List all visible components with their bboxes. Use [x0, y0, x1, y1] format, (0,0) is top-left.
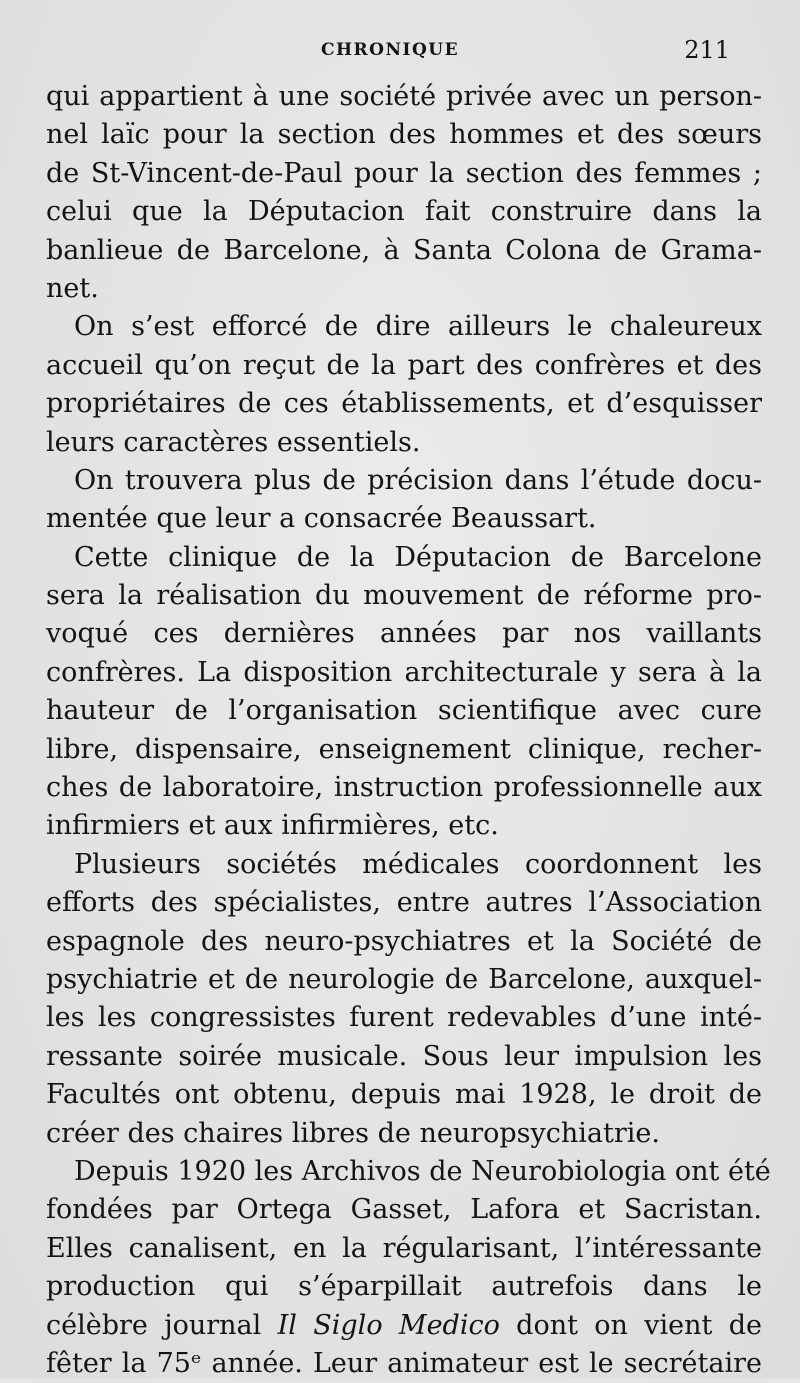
text-line: fêter la 75ᵉ année. Leur animateur est le secrétaire	[46, 1347, 762, 1379]
text-line: Elles canalisent, en la régularisant, l’intéressante	[46, 1232, 762, 1264]
text-line: mentée que leur a consacrée Beaussart.	[46, 503, 597, 535]
text-line: ches de laboratoire, instruction professionnelle aux	[46, 772, 762, 804]
text-line: de St-Vincent-de-Paul pour la section des femmes ;	[46, 157, 762, 189]
text-line: Cette clinique de la Députacion de Barcelone	[74, 541, 762, 573]
text-line: celui que la Députacion fait construire dans la	[46, 196, 762, 228]
text-line: accueil qu’on reçut de la part des confrères et des	[46, 349, 762, 381]
text-line: banlieue de Barcelone, à Santa Colona de Grama-	[46, 234, 762, 266]
text-line: Plusieurs sociétés médicales coordonnent les	[74, 848, 762, 880]
text-line: leurs caractères essentiels.	[46, 426, 421, 458]
text-line: propriétaires de ces établissements, et d’esquisser	[46, 388, 762, 420]
text-line: les les congressistes furent redevables d’une inté-	[46, 1002, 762, 1034]
body-text	[46, 78, 771, 1383]
page-number: 211	[684, 36, 730, 64]
text-line: fondées par Ortega Gasset, Lafora et Sacristan.	[46, 1194, 762, 1226]
text-line: ressante soirée musicale. Sous leur impulsion les	[46, 1040, 762, 1072]
text-line: On s’est efforcé de dire ailleurs le chaleureux	[74, 311, 762, 343]
text-line: nel laïc pour la section des hommes et des sœurs	[46, 119, 762, 151]
text-segment: célèbre journal	[46, 1309, 278, 1341]
text-line: infirmiers et aux infirmières, etc.	[46, 810, 499, 842]
page-header	[40, 36, 740, 66]
text-line: espagnole des neuro-psychiatres et la Société de	[46, 925, 762, 957]
text-line: qui appartient à une société privée avec un person-	[46, 81, 762, 112]
text-line	[46, 1307, 762, 1345]
text-line: sera la réalisation du mouvement de réforme pro-	[46, 580, 762, 612]
text-line: voqué ces dernières années par nos vaillants	[46, 618, 762, 650]
text-line: On trouvera plus de précision dans l’étude docu-	[74, 464, 762, 496]
text-line: créer des chaires libres de neuropsychiatrie.	[46, 1117, 660, 1149]
text-line: psychiatrie et de neurologie de Barcelone, auxquel-	[46, 963, 762, 995]
text-line: efforts des spécialistes, entre autres l’Association	[46, 887, 762, 919]
text-line: libre, dispensaire, enseignement clinique, recher-	[46, 733, 762, 765]
text-line: confrères. La disposition architecturale y sera à la	[46, 656, 762, 688]
text-line: Facultés ont obtenu, depuis mai 1928, le droit de	[46, 1079, 762, 1111]
text-line: hauteur de l’organisation scientifique avec cure	[46, 695, 762, 727]
text-segment: dont on vient de	[499, 1309, 763, 1341]
text-line: production qui s’éparpillait autrefois dans le	[46, 1271, 762, 1303]
text-line: Depuis 1920 les Archivos de Neurobiologia ont été	[74, 1155, 771, 1187]
journal-title: Il Siglo Medico	[277, 1309, 500, 1341]
text-line: net.	[46, 272, 99, 304]
running-title: CHRONIQUE	[320, 40, 460, 60]
